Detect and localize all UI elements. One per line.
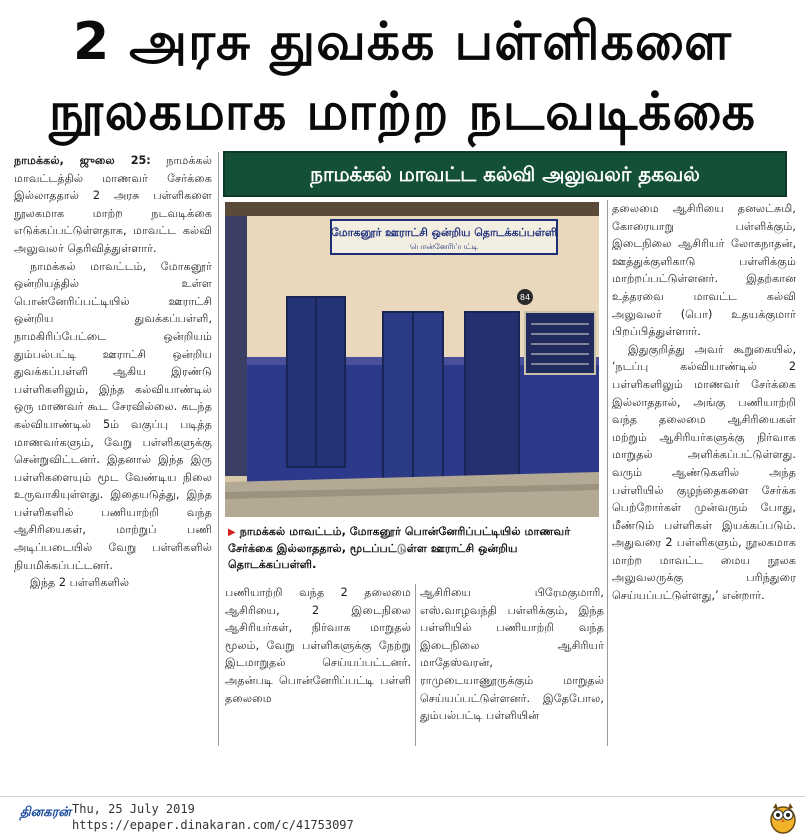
caption-text: நாமக்கல் மாவட்டம், மோகனூர் பொன்னேரிப்பட்டியில் மாணவர் சேர்க்கை இல்லாததால், மூடப்பட்டுள்ள ஊராட்சி ஒன்றிய தொடக்கப்பள்ளி.	[228, 525, 571, 571]
edition-date: Thu, 25 July 2019	[72, 802, 195, 816]
epaper-url[interactable]: https://epaper.dinakaran.com/c/41753097	[72, 818, 354, 832]
column-divider	[218, 152, 219, 746]
newspaper-logo: தினகரன்	[20, 805, 71, 820]
footer	[0, 796, 805, 840]
article-column-2	[225, 584, 411, 744]
room-number: 84	[519, 293, 531, 302]
paragraph: ஆசிரியை பிரேமகுமாரி, எஸ்.வாழவந்தி பள்ளிக்கும், இந்த பள்ளியில் பணியாற்றி வந்த இடைநிலை ஆசிரியர் மாதேஸ்வரன், ராமுடையாணூருக்கும் மாறுதல் செய்யப்பட்டுள்ளனர். இதேபோல, தும்பல்பட்டி பள்ளியின்	[420, 586, 604, 723]
column-divider	[415, 584, 416, 746]
paragraph: நாமக்கல் மாவட்டம், மோகனூர் ஒன்றியத்தில் உள்ள பொன்னேரிப்பட்டியில் ஊராட்சி ஒன்றிய துவக்கப்பள்ளி, நாமகிரிப்பேட்டை ஒன்றியம் தும்பல்பட்டி ஊராட்சி ஒன்றிய துவக்கப்பள்ளி ஆகிய இரண்டு பள்ளிகளிலும், இந்த கல்வியாண்டில் ஒரு மாணவர் கூட சேரவில்லை. கடந்த கல்வியாண்டில் 5ம் வகுப்பு படித்த மாணவர்களும், வேறு பள்ளிகளுக்கு சென்றுவிட்டனர். இதனால் இந்த இரு பள்ளிகளையும் மூட வேண்டிய நிலை உருவாகியுள்ளது. இதையடுத்து, இந்த பள்ளிகளில் பணியாற்றி வந்த ஆசிரியைகள், மாற்றுப் பணி அடிப்படையில் வேறு பள்ளிகளில் நியமிக்கப்பட்டனர்.	[14, 259, 212, 572]
article-column-4	[612, 200, 796, 748]
sign-subtext: பொன்னேரிப்பட்டி	[410, 242, 478, 251]
subheadline: நாமக்கல் மாவட்ட கல்வி அலுவலர் தகவல்	[223, 151, 787, 197]
article-column-1	[14, 152, 212, 742]
column-divider	[607, 200, 608, 746]
school-photo	[225, 202, 599, 517]
paragraph: பணியாற்றி வந்த 2 தலைமை ஆசிரியை, 2 இடைநிலை ஆசிரியர்கள், நிர்வாக மாறுதல் மூலம், வேறு பள்ளிகளுக்கு நேற்று இடமாறுதல் செய்யப்பட்டனர். அதன்படி பொன்னேரிப்பட்டி பள்ளி தலைமை	[225, 586, 411, 705]
paragraph: இந்த 2 பள்ளிகளில்	[30, 576, 130, 590]
dateline: நாமக்கல், ஜுலை 25:	[14, 154, 151, 167]
paragraph: நாமக்கல் மாவட்டத்தில் மாணவர் சேர்க்கை இல்லாததால் 2 அரசு பள்ளிகளை நூலகமாக மாற்ற நடவடிக்கை எடுக்கப்பட்டுள்ளதாக, மாவட்ட கல்வி அலுவலர் தெரிவித்துள்ளார்.	[14, 154, 212, 255]
sign-text: மோகனூர் ஊராட்சி ஒன்றிய தொடக்கப்பள்ளி	[330, 226, 558, 239]
headline-line-1: 2 அரசு துவக்க பள்ளிகளை	[73, 12, 732, 72]
article-column-3	[420, 584, 604, 744]
caption-arrow-icon: ▶	[228, 527, 236, 538]
photo-caption	[228, 524, 602, 573]
paragraph: தலைமை ஆசிரியை தனலட்சுமி, கோரையாறு பள்ளிக்கும், இடைநிலை ஆசிரியர் லோகநாதன், ஊத்துக்குளிகாடு பள்ளிக்கும் மாற்றப்பட்டுள்ளனர். இதற்கான உத்தரவை மாவட்ட கல்வி அலுவலர் (பொ) உதயக்குமார் பிறப்பித்துள்ளார்.	[612, 202, 796, 339]
headline-line-2: நூலகமாக மாற்ற நடவடிக்கை	[49, 82, 756, 142]
paragraph: இதுகுறித்து அவர் கூறுகையில், ‘நடப்பு கல்வியாண்டில் 2 பள்ளிகளிலும் மாணவர் சேர்க்கை இல்லாததால், அங்கு பணியாற்றி வந்த தலைமை ஆசிரியைகள் மற்றும் ஆசிரியர்களுக்கு நிர்வாக மாறுதல் அளிக்கப்பட்டுள்ளது. வரும் ஆண்டுகளில் அந்த பள்ளியில் குழந்தைகளை சேர்க்க பெற்றோர்கள் முன்வரும் போது, மீண்டும் பள்ளிகள் இயக்கப்படும். அதுவரை 2 பள்ளிகளும், நூலகமாக மாற்ற மாவட்ட மைய நூலக அலுவலருக்கு பரிந்துரை செய்யப்பட்டுள்ளது,’ என்றார்.	[612, 342, 796, 603]
owl-icon	[768, 800, 798, 834]
